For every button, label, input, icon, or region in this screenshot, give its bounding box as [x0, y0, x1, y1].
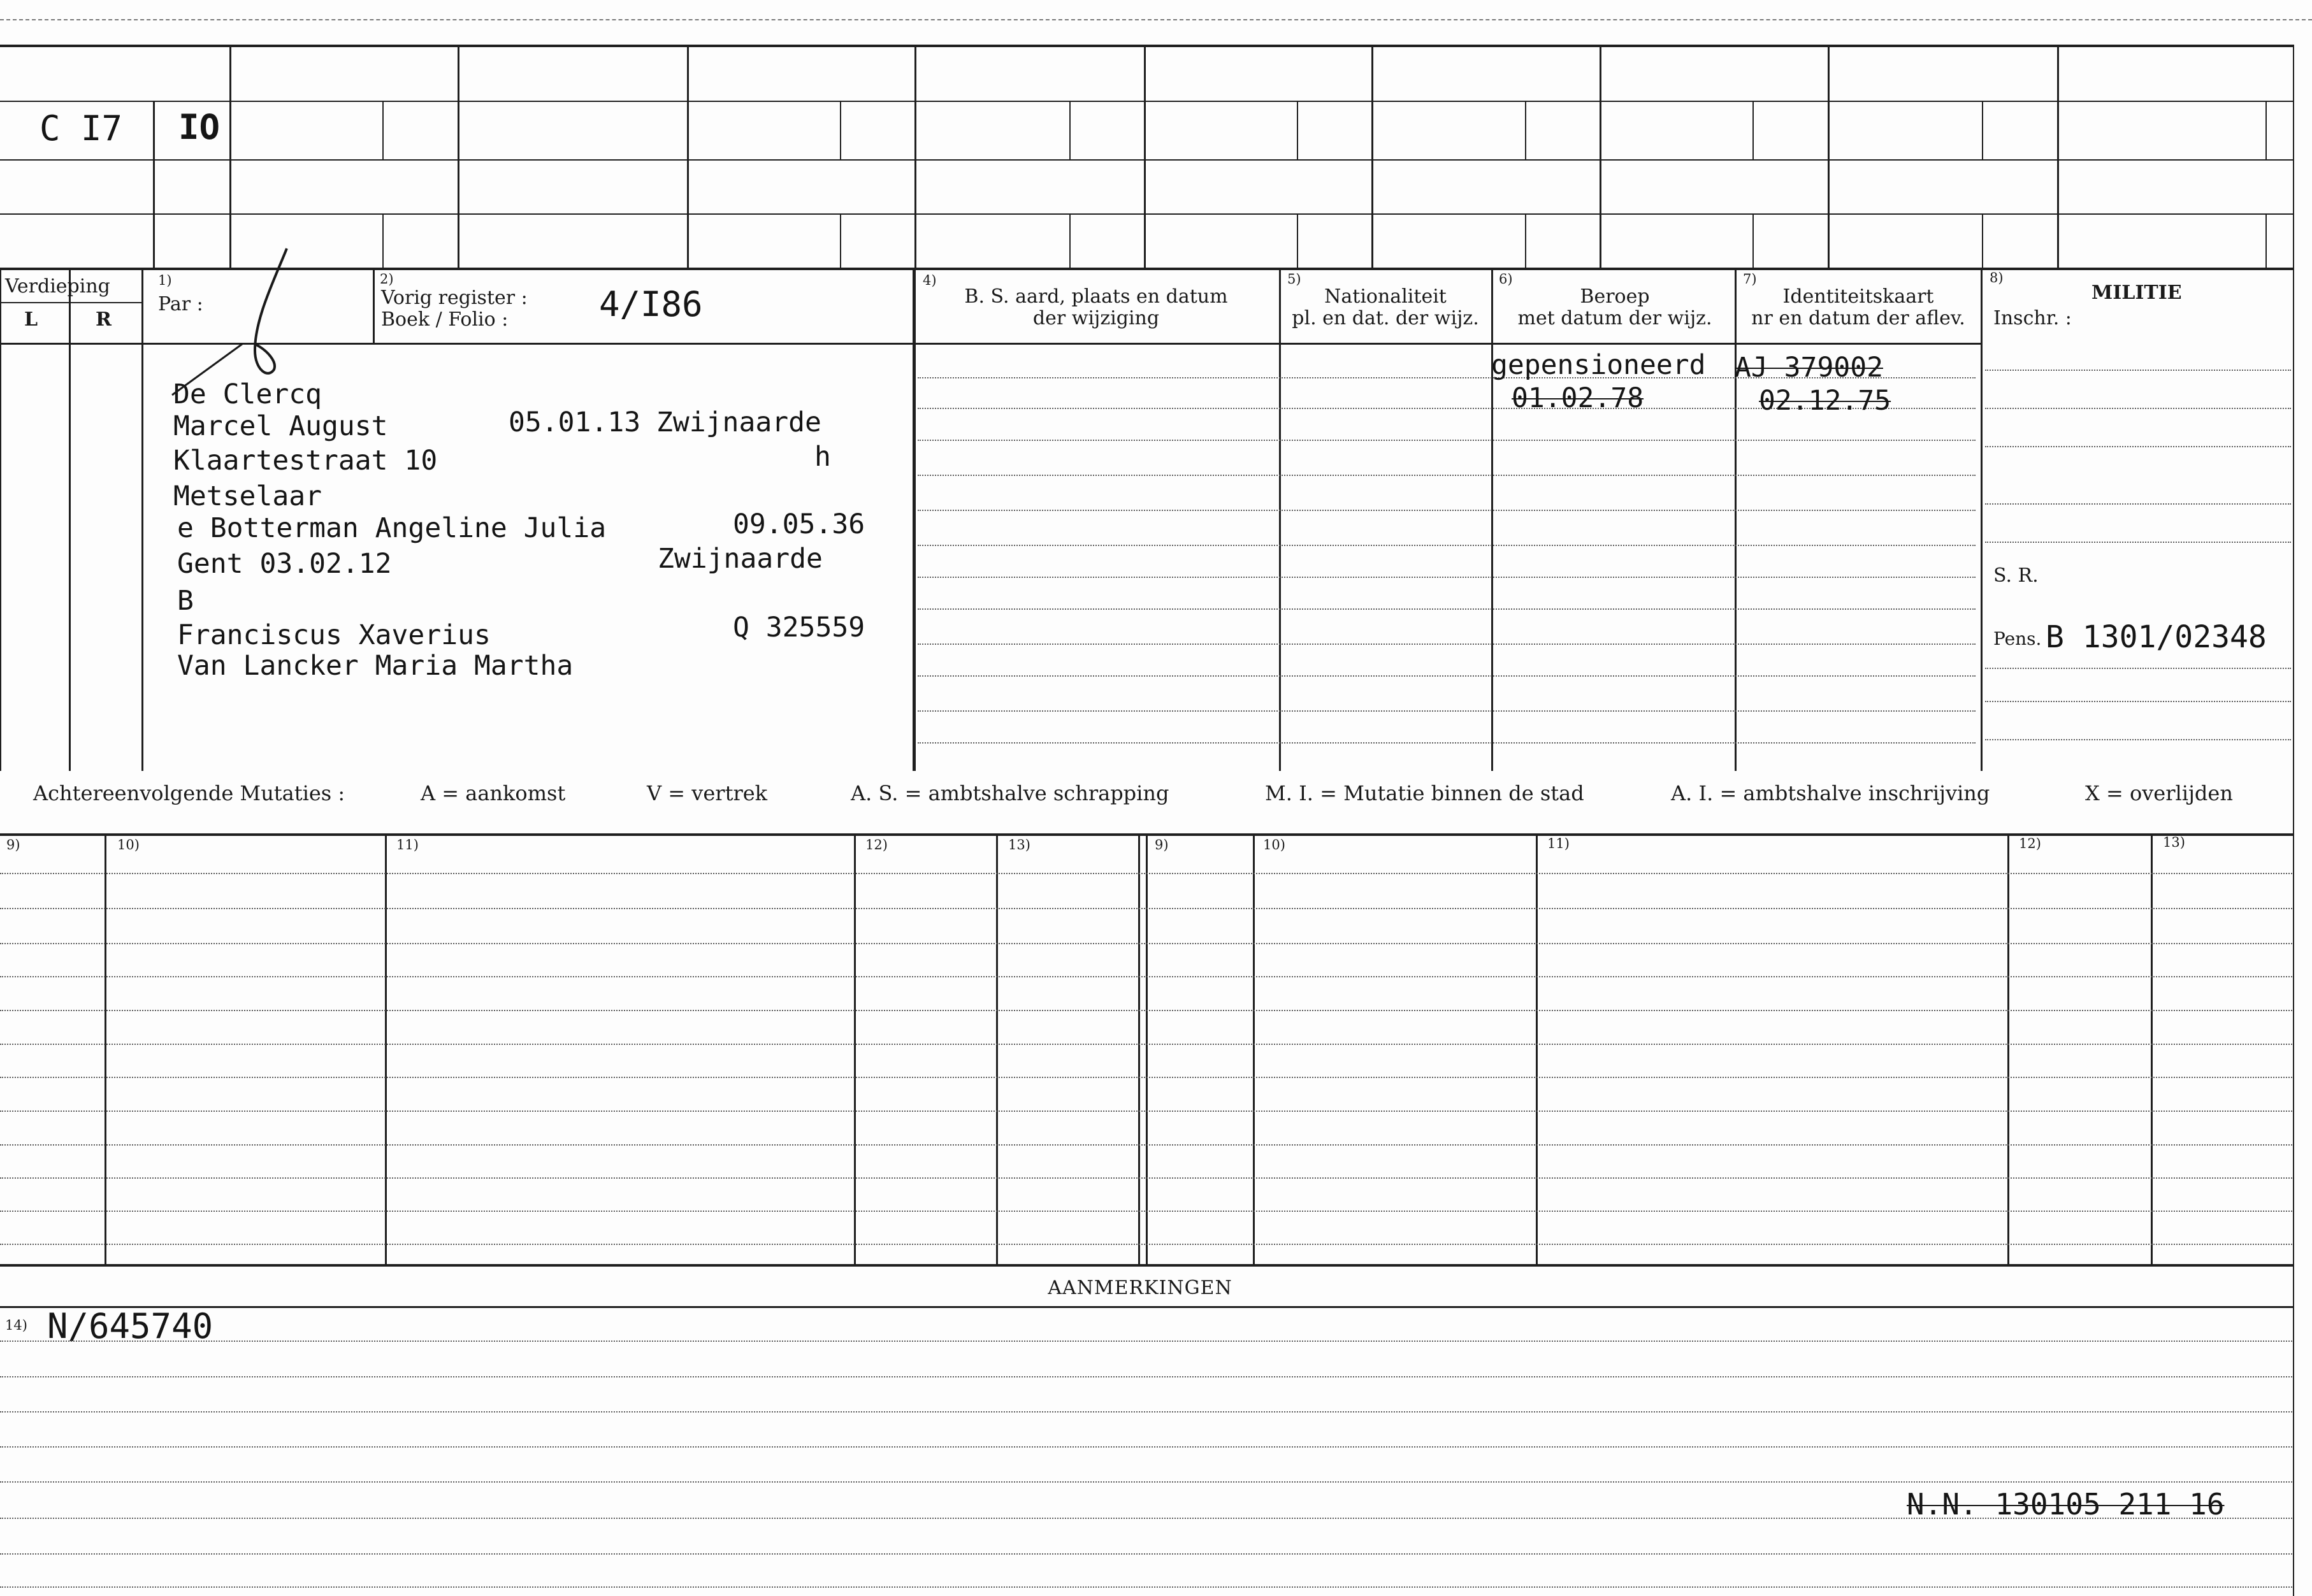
sr-label: S. R.: [1993, 564, 2039, 587]
col5-header-line2: pl. en dat. der wijz.: [1292, 307, 1479, 329]
father-name: Franciscus Xaverius: [177, 619, 491, 651]
mut-left-col12: 12): [865, 837, 888, 852]
national-number: N.N. 130105 211 16: [1907, 1487, 2225, 1521]
inschr-label: Inschr. :: [1993, 307, 2072, 329]
col1-number: 1): [158, 273, 172, 288]
mut-right-col13: 13): [2163, 835, 2185, 850]
col7-number: 7): [1743, 271, 1757, 287]
birth-place: Zwijnaarde: [656, 406, 821, 438]
reference-number: Q 325559: [733, 612, 865, 643]
mut-right-col11: 11): [1547, 836, 1570, 851]
mut-left-col10: 10): [117, 837, 140, 852]
identiteitskaart-date: 02.12.75: [1759, 385, 1891, 417]
col6-header-line1: Beroep: [1580, 285, 1650, 308]
mut-left-col9: 9): [6, 837, 20, 852]
marriage-place: Zwijnaarde: [658, 543, 823, 575]
marriage-date: 09.05.36: [733, 508, 865, 540]
pens-label: Pens.: [1993, 628, 2042, 649]
mut-right-col10: 10): [1263, 837, 1285, 852]
beroep-value: gepensioneerd: [1491, 349, 1706, 381]
marker-b: B: [177, 585, 194, 617]
verdieping-label: Verdieping: [5, 275, 110, 298]
identiteitskaart-number: AJ 379002: [1735, 352, 1883, 384]
birth-date: 05.01.13: [509, 406, 641, 438]
vorig-register-label: Vorig register :: [381, 287, 528, 309]
col4-header-line1: B. S. aard, plaats en datum: [964, 285, 1228, 308]
col2-number: 2): [380, 271, 394, 287]
aanmerkingen-number: 14): [5, 1318, 27, 1333]
legend-ambtshalve-schrapping: A. S. = ambtshalve schrapping: [851, 781, 1169, 805]
col7-header-line1: Identiteitskaart: [1782, 285, 1934, 308]
person-surname: De Clercq: [173, 378, 322, 410]
legend-ambtshalve-inschrijving: A. I. = ambtshalve inschrijving: [1671, 781, 1990, 805]
verdieping-l: L: [24, 308, 38, 331]
col6-header-line2: met datum der wijz.: [1517, 307, 1712, 329]
col8-number: 8): [1990, 270, 2004, 285]
boek-folio-label: Boek / Folio :: [381, 308, 509, 331]
legend-aankomst: A = aankomst: [421, 781, 566, 805]
address-mark: h: [814, 441, 831, 473]
aanmerkingen-title: AANMERKINGEN: [1048, 1277, 1232, 1299]
spouse-birth: Gent 03.02.12: [177, 548, 392, 580]
mut-left-col11: 11): [396, 837, 419, 852]
occupation: Metselaar: [173, 480, 322, 512]
mut-right-col12: 12): [2019, 836, 2041, 851]
legend-vertrek: V = vertrek: [647, 781, 768, 805]
col5-header-line1: Nationaliteit: [1324, 285, 1447, 308]
par-label: Par :: [158, 293, 203, 315]
register-code: C I7: [40, 108, 123, 148]
beroep-date: 01.02.78: [1512, 382, 1644, 414]
mother-name: Van Lancker Maria Martha: [177, 650, 574, 682]
aanmerking-reference: N/645740: [47, 1306, 213, 1346]
verdieping-r: R: [96, 308, 112, 331]
mut-left-col13: 13): [1008, 837, 1030, 852]
spouse-name: e Botterman Angeline Julia: [177, 512, 607, 544]
col5-number: 5): [1287, 271, 1301, 287]
person-firstnames: Marcel August: [173, 410, 388, 442]
pen-stroke-mark: [159, 242, 300, 452]
col6-number: 6): [1499, 271, 1513, 287]
mutaties-title: Achtereenvolgende Mutaties :: [33, 781, 345, 805]
address: Klaartestraat 10: [173, 445, 438, 477]
legend-overlijden: X = overlijden: [2085, 781, 2233, 805]
boek-folio-value: 4/I86: [599, 284, 703, 324]
col7-header-line2: nr en datum der aflev.: [1751, 307, 1965, 329]
pens-value: B 1301/02348: [2046, 619, 2267, 655]
mut-right-col9: 9): [1155, 837, 1169, 852]
legend-mutatie-binnen-stad: M. I. = Mutatie binnen de stad: [1265, 781, 1584, 805]
col4-header-line2: der wijziging: [1032, 307, 1160, 329]
militie-title: MILITIE: [2092, 282, 2182, 304]
register-subcode: IO: [178, 107, 220, 147]
col4-number: 4): [923, 273, 937, 288]
